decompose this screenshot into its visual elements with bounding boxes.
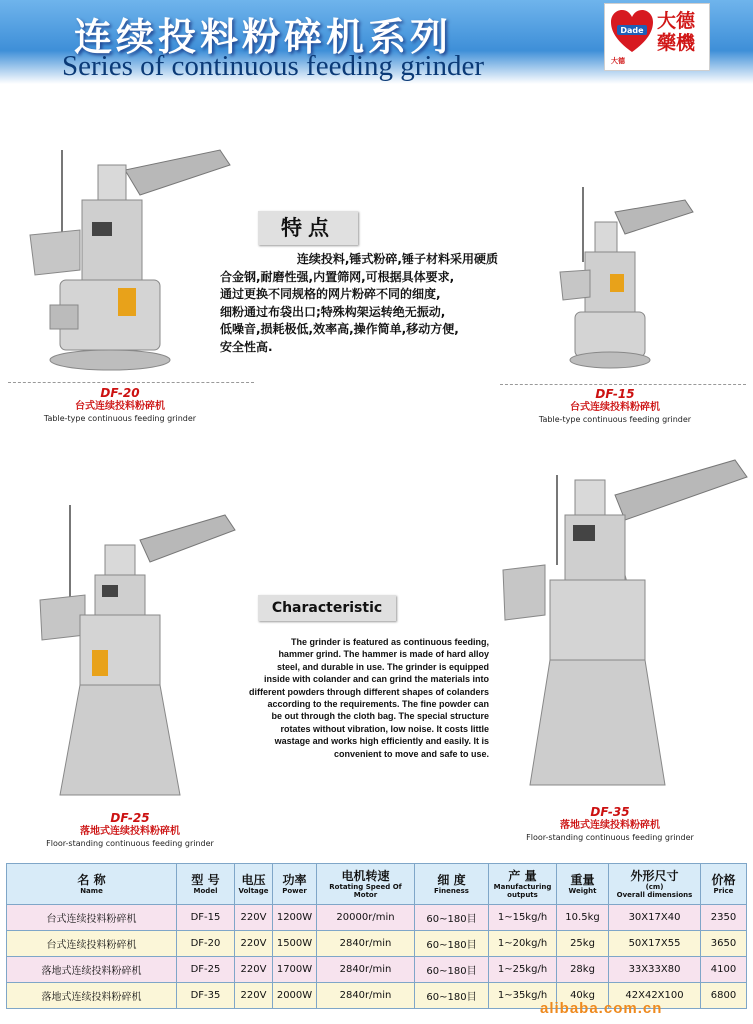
cell-speed: 20000r/min [317,905,415,931]
cell-speed: 2840r/min [317,957,415,983]
df25-name-en: Floor-standing continuous feeding grinder [46,839,214,848]
features-title: 特点 [258,211,358,245]
header-power: 功率 Power [273,864,317,905]
df15-model: DF-15 [595,387,635,401]
df35-name-cn: 落地式连续投料粉碎机 [560,820,660,831]
cell-price: 4100 [701,957,747,983]
characteristic-line: steel, and durable in use. The grinder is equipped [276,661,489,672]
cell-power: 1500W [273,931,317,957]
cell-name: 台式连续投料粉碎机 [7,905,177,931]
df15-caption [515,388,715,425]
characteristic-line: inside with colander and can grind the materials into [263,674,489,685]
cell-voltage: 220V [235,957,273,983]
header-weight: 重量 Weight [557,864,609,905]
header-voltage: 电压 Voltage [235,864,273,905]
features-line: 细粉通过布袋出口;特殊构架运转绝无振动, [220,304,446,319]
header-name: 名 称 Name [7,864,177,905]
cell-fineness: 60~180目 [415,905,489,931]
cell-fineness: 60~180目 [415,931,489,957]
cell-price: 3650 [701,931,747,957]
cell-output: 1~35kg/h [489,983,557,1009]
spec-table-header-row [7,864,747,905]
cell-weight: 40kg [557,983,609,1009]
features-line: 连续投料,锤式粉碎,锤子材料采用硬质 [296,252,498,266]
df25-model: DF-25 [110,811,150,825]
cell-power: 1700W [273,957,317,983]
df20-name-en: Table-type continuous feeding grinder [43,414,197,423]
cell-name: 台式连续投料粉碎机 [7,931,177,957]
cell-price: 2350 [701,905,747,931]
header-dimensions: 外形尺寸 (cm) Overall dimensions [609,864,701,905]
header-output: 产 量 Manufacturing outputs [489,864,557,905]
page-title: 连续投料粉碎机系列 [74,15,453,59]
df15-divider [500,384,746,385]
cell-dimensions: 50X17X55 [609,931,701,957]
df20-machine-image [20,140,240,385]
cell-name: 落地式连续投料粉碎机 [7,957,177,983]
cell-model: DF-15 [177,905,235,931]
watermark: alibaba.com.cn [540,1000,663,1017]
df25-caption [10,812,250,849]
characteristic-line: rotates without vibration, low noise. It costs little [280,723,489,734]
cell-voltage: 220V [235,983,273,1009]
cell-power: 2000W [273,983,317,1009]
table-row [7,931,747,957]
cell-fineness: 60~180目 [415,983,489,1009]
spec-table [6,863,747,1009]
cell-dimensions: 30X17X40 [609,905,701,931]
logo-badge: Dade [620,26,644,35]
cell-fineness: 60~180目 [415,957,489,983]
df20-caption [20,387,220,424]
df25-name-cn: 落地式连续投料粉碎机 [80,826,180,837]
page-subtitle: Series of continuous feeding grinder [62,50,485,82]
df15-name-en: Table-type continuous feeding grinder [538,415,692,424]
characteristic-line: convenient to move and safe to use. [333,748,489,759]
characteristic-line: The grinder is featured as continuous feeding, [290,637,489,647]
table-row [7,957,747,983]
characteristic-text [206,636,489,760]
brand-logo [604,3,710,71]
heart-logo-icon [611,10,653,56]
df20-divider [8,382,254,383]
cell-weight: 25kg [557,931,609,957]
df20-name-cn: 台式连续投料粉碎机 [75,401,165,412]
df15-name-cn: 台式连续投料粉碎机 [570,402,660,413]
table-row [7,905,747,931]
features-line: 合金钢,耐磨性强,内置筛网,可根据具体要求, [220,269,455,284]
cell-voltage: 220V [235,931,273,957]
header-price: 价格 Price [701,864,747,905]
cell-model: DF-35 [177,983,235,1009]
cell-weight: 10.5kg [557,905,609,931]
df35-model: DF-35 [590,805,630,819]
characteristic-line: be out through the cloth bag. The special structure [271,711,489,722]
cell-speed: 2840r/min [317,983,415,1009]
cell-model: DF-25 [177,957,235,983]
cell-weight: 28kg [557,957,609,983]
df15-machine-image [555,182,705,372]
cell-dimensions: 42X42X100 [609,983,701,1009]
characteristic-line: wastage and works high efficiently and easily. It is [274,736,489,747]
cell-power: 1200W [273,905,317,931]
df20-model: DF-20 [100,386,140,400]
cell-dimensions: 33X33X80 [609,957,701,983]
cell-name: 落地式连续投料粉碎机 [7,983,177,1009]
cell-output: 1~20kg/h [489,931,557,957]
cell-output: 1~25kg/h [489,957,557,983]
features-text [220,251,498,357]
features-line: 安全性高. [220,339,273,354]
characteristic-line: different powders through different shapes of colanders [248,686,489,697]
cell-output: 1~15kg/h [489,905,557,931]
characteristic-line: hammer grind. The hammer is made of hard alloy [278,649,489,660]
df35-name-en: Floor-standing continuous feeding grinder [526,833,694,842]
header-speed: 电机转速 Rotating Speed Of Motor [317,864,415,905]
header-fineness: 细 度 Fineness [415,864,489,905]
header-model: 型 号 Model [177,864,235,905]
cell-model: DF-20 [177,931,235,957]
characteristic-line: according to the requirements. The fine powder can [267,699,489,710]
cell-price: 6800 [701,983,747,1009]
cell-speed: 2840r/min [317,931,415,957]
df35-machine-image [495,455,750,800]
characteristic-title: Characteristic [258,595,396,621]
logo-brand-text: 大德藥機 [657,10,696,54]
features-line: 通过更换不同规格的网片粉碎不同的细度, [220,287,441,302]
features-line: 低噪音,损耗极低,效率高,操作简单,移动方便, [220,322,459,337]
logo-sub-text: 大德 [611,57,625,65]
df35-caption [510,806,710,843]
cell-voltage: 220V [235,905,273,931]
